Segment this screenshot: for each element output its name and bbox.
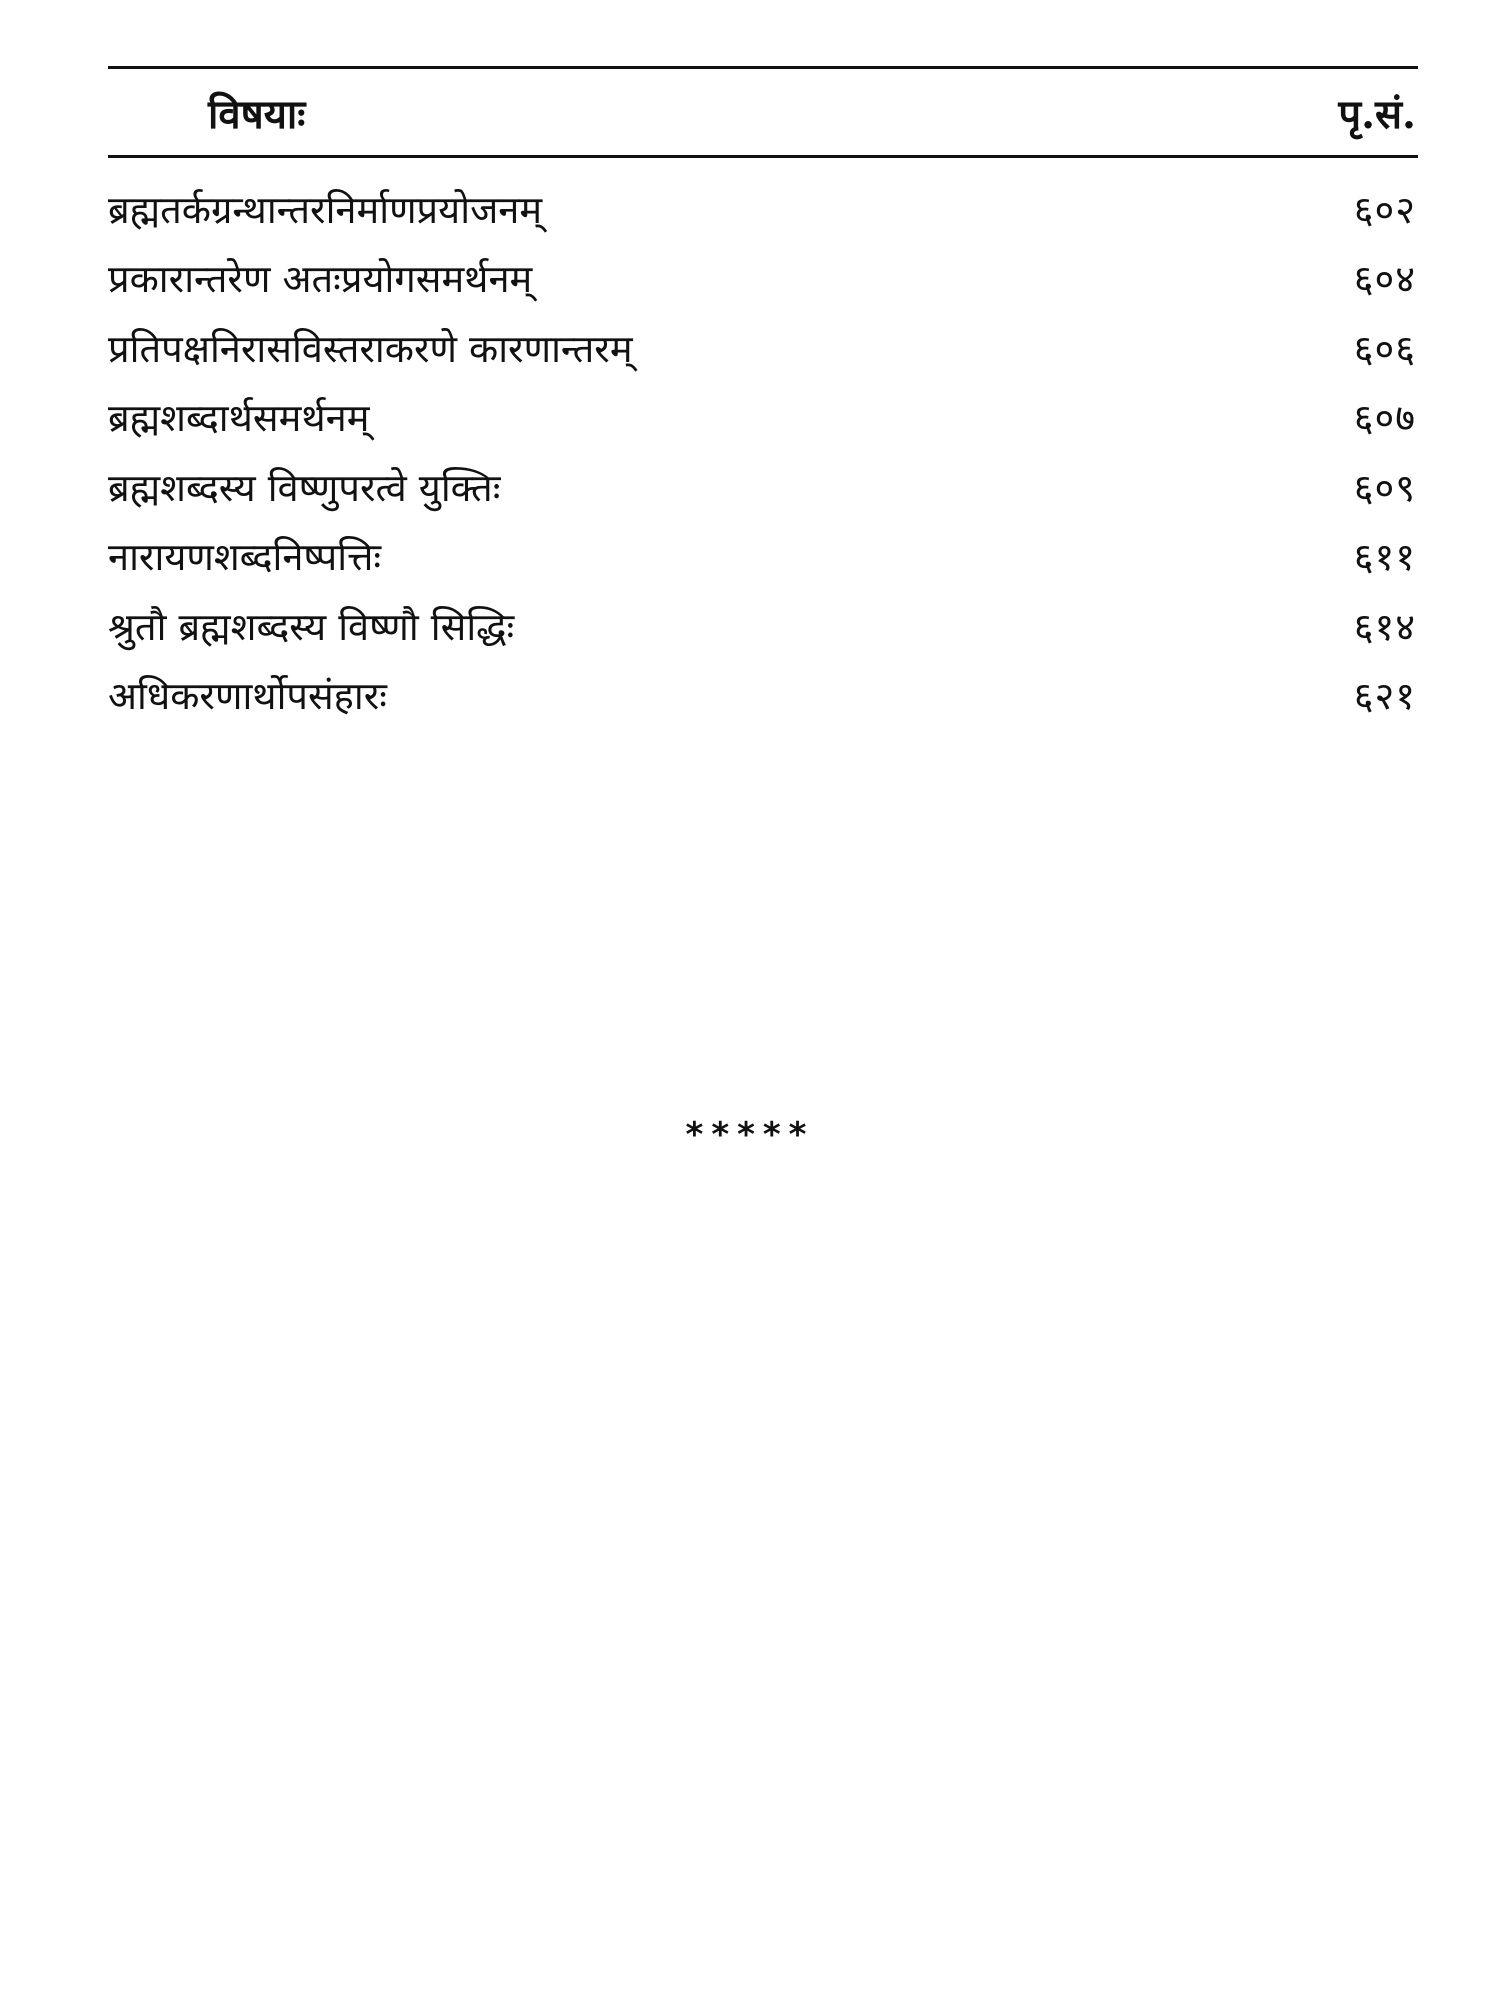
toc-row	[108, 452, 1418, 522]
toc-row-page: ६०९	[1353, 465, 1416, 510]
toc-row	[108, 661, 1418, 731]
toc-row-topic: प्रतिपक्षनिरासविस्तराकरणे कारणान्तरम्	[108, 326, 633, 371]
end-marker: *****	[685, 1115, 815, 1155]
toc-entries	[108, 174, 1418, 730]
toc-row-topic: नारायणशब्दनिष्पत्तिः	[108, 535, 382, 580]
toc-row	[108, 522, 1418, 592]
toc-row-page: ६१४	[1353, 604, 1416, 649]
toc-row-topic: ब्रह्मतर्कग्रन्थान्तरनिर्माणप्रयोजनम्	[108, 187, 543, 232]
header-bottom-rule	[108, 155, 1418, 158]
table-of-contents	[108, 66, 1418, 730]
toc-row-topic: ब्रह्मशब्दार्थसमर्थनम्	[108, 396, 370, 441]
toc-row-topic: श्रुतौ ब्रह्मशब्दस्य विष्णौ सिद्धिः	[108, 604, 515, 649]
toc-row	[108, 174, 1418, 244]
toc-row-topic: अधिकरणार्थोपसंहारः	[108, 674, 387, 719]
toc-row-page: ६११	[1353, 535, 1416, 580]
header-page-label: पृ.सं.	[1338, 90, 1416, 138]
toc-row	[108, 383, 1418, 453]
toc-row-page: ६०७	[1353, 396, 1416, 441]
toc-row-topic: ब्रह्मशब्दस्य विष्णुपरत्वे युक्तिः	[108, 465, 501, 510]
toc-row-page: ६०६	[1353, 326, 1416, 371]
toc-row-topic: प्रकारान्तरेण अतःप्रयोगसमर्थनम्	[108, 257, 533, 302]
toc-row-page: ६२१	[1353, 674, 1416, 719]
toc-row	[108, 591, 1418, 661]
header-topic-label: विषयाः	[208, 90, 306, 138]
toc-row-page: ६०४	[1353, 257, 1416, 302]
toc-row-page: ६०२	[1353, 187, 1416, 232]
toc-row	[108, 244, 1418, 314]
toc-header	[108, 69, 1418, 155]
toc-row	[108, 313, 1418, 383]
